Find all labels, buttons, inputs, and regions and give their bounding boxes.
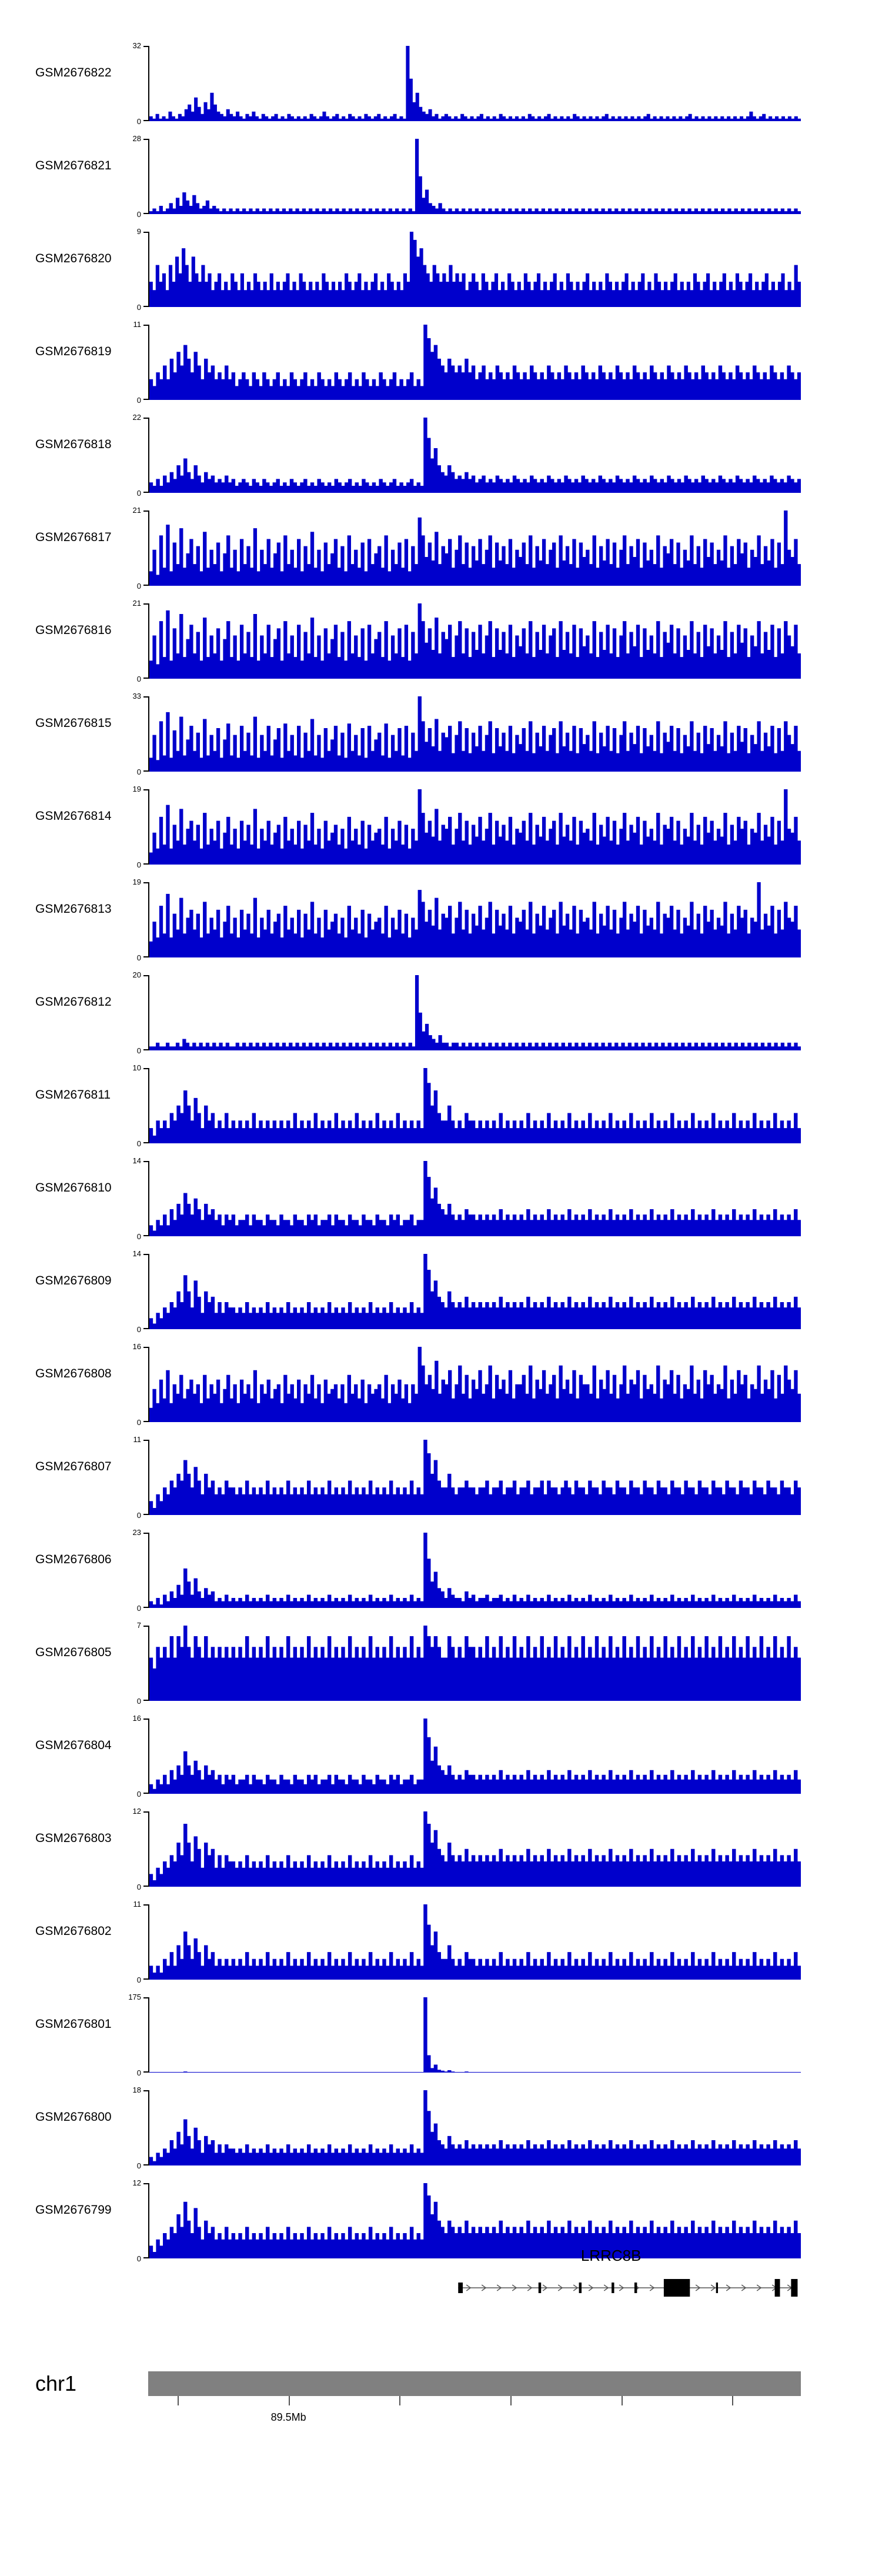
y-axis-min-label: 0 [136,303,141,312]
y-axis-max-label: 14 [132,1156,141,1165]
y-axis-min-label: 0 [136,1883,141,1891]
y-axis-min-label: 0 [136,1046,141,1055]
y-axis-max-label: 11 [133,1900,141,1908]
coverage-area [149,325,801,400]
y-axis-min-label: 0 [136,489,141,498]
track-label: GSM2676821 [35,159,112,172]
track-label: GSM2676811 [35,1088,111,1102]
y-axis-min-label: 0 [136,1604,141,1613]
track-baseline [149,771,801,772]
track-label: GSM2676822 [35,66,112,79]
axis-tick [289,2396,290,2405]
coverage-track [0,1708,882,1801]
coverage-area [149,1533,801,1608]
track-plot [132,1342,801,1427]
y-axis-max-label: 28 [132,134,141,143]
coverage-area [149,1254,801,1329]
coverage-track [0,1150,882,1243]
track-label: GSM2676815 [35,716,112,730]
track-plot [132,41,801,126]
track-baseline [149,864,801,865]
axis-tick [622,2396,623,2405]
track-plot [132,785,801,869]
y-axis-max-label: 11 [133,320,141,329]
track-label: GSM2676812 [35,995,112,1009]
y-axis-min-label: 0 [136,860,141,869]
gene-model [148,2273,801,2308]
coverage-area [149,1904,801,1980]
track-plot [132,413,801,498]
axis-tick-label: 89.5Mb [270,2411,306,2423]
gene-label: LRRC8B [580,2247,642,2264]
y-axis-max-label: 21 [132,599,141,608]
coverage-area [149,789,801,865]
track-baseline [149,1979,801,1980]
track-baseline [149,306,801,307]
track-label: GSM2676810 [35,1181,112,1194]
coverage-track [0,779,882,872]
track-label: GSM2676806 [35,1553,112,1566]
y-axis-max-label: 32 [132,41,141,50]
y-axis-max-label: 33 [132,692,141,700]
coverage-area [149,603,801,679]
axis-tick [399,2396,400,2405]
coverage-area [149,1068,801,1143]
y-axis-max-label: 19 [132,877,141,886]
track-plot [132,1249,801,1334]
y-axis-max-label: 21 [132,506,141,515]
coverage-track [0,1057,882,1150]
track-label: GSM2676809 [35,1274,112,1287]
track-plot [132,134,801,219]
track-label: GSM2676799 [35,2203,112,2217]
y-axis-min-label: 0 [136,1976,141,1984]
coverage-tracks [0,35,882,2265]
coverage-track [0,500,882,593]
track-plot [132,1807,801,1891]
y-axis-max-label: 16 [132,1342,141,1351]
chromosome-panel [0,2358,882,2476]
y-axis-min-label: 0 [136,1790,141,1798]
y-axis-max-label: 20 [132,970,141,979]
coverage-track [0,1801,882,1894]
y-axis-max-label: 11 [133,1435,141,1444]
coverage-area [149,46,801,121]
coverage-area [149,1440,801,1515]
y-axis-min-label: 0 [136,2254,141,2263]
y-axis-max-label: 12 [132,2178,141,2187]
gene-model-svg [148,2273,801,2308]
track-label: GSM2676819 [35,345,112,358]
y-axis-min-label: 0 [136,117,141,126]
coverage-track [0,221,882,314]
y-axis-max-label: 10 [132,1063,141,1072]
track-plot [132,877,801,962]
coverage-track [0,965,882,1057]
track-label: GSM2676802 [35,1924,112,1938]
track-label: GSM2676804 [35,1739,112,1752]
track-baseline [149,1514,801,1515]
track-baseline [149,585,801,586]
track-label: GSM2676803 [35,1831,112,1845]
coverage-track [0,35,882,128]
y-axis-min-label: 0 [136,953,141,962]
y-axis-min-label: 0 [136,396,141,405]
track-label: GSM2676817 [35,530,112,544]
track-baseline [149,678,801,679]
y-axis-max-label: 18 [132,2086,141,2094]
y-axis-max-label: 19 [132,785,141,793]
track-plot [132,970,801,1055]
track-label: GSM2676813 [35,902,112,916]
y-axis-max-label: 7 [136,1621,141,1630]
coverage-track [0,128,882,221]
track-label: GSM2676814 [35,809,112,823]
coverage-track [0,1243,882,1336]
track-label: GSM2676807 [35,1460,112,1473]
track-plot [132,692,801,776]
track-baseline [149,1700,801,1701]
y-axis-min-label: 0 [136,675,141,683]
coverage-area [149,1811,801,1887]
coverage-track [0,686,882,779]
axis-tick [732,2396,733,2405]
track-label: GSM2676818 [35,438,112,451]
y-axis-min-label: 0 [136,1325,141,1334]
track-plot [133,1900,801,1984]
coverage-area [149,510,801,586]
coverage-area [149,139,801,214]
y-axis-min-label: 0 [136,768,141,776]
y-axis-min-label: 0 [136,1418,141,1427]
track-plot [132,2086,801,2170]
track-baseline [149,2072,801,2073]
coverage-area [149,696,801,772]
track-baseline [149,399,801,400]
y-axis-min-label: 0 [136,1232,141,1241]
y-axis-max-label: 16 [132,1714,141,1723]
track-plot [136,227,801,312]
chromosome-label: chr1 [35,2371,77,2395]
coverage-track [0,872,882,965]
y-axis-min-label: 0 [136,1697,141,1706]
gene-annotation-panel [0,2235,882,2341]
y-axis-min-label: 0 [136,582,141,590]
track-label: GSM2676800 [35,2110,112,2124]
coverage-area [149,1626,801,1701]
track-baseline [149,492,801,493]
y-axis-min-label: 0 [136,1139,141,1148]
y-axis-max-label: 12 [132,1807,141,1816]
coverage-area [149,975,801,1050]
coverage-track [0,1615,882,1708]
coverage-area [149,1161,801,1236]
y-axis-max-label: 22 [132,413,141,422]
coverage-area [149,232,801,307]
track-label: GSM2676801 [35,2017,112,2031]
track-plot [132,506,801,590]
track-baseline [149,1886,801,1887]
track-plot [132,1714,801,1798]
coverage-track [0,593,882,686]
track-plot [133,320,801,405]
track-baseline [149,213,801,214]
y-axis-min-label: 0 [136,2068,141,2077]
coverage-area [149,1997,801,2073]
coverage-area [149,1347,801,1422]
y-axis-max-label: 23 [132,1528,141,1537]
coverage-track [0,1522,882,1615]
coverage-track [0,1987,882,2080]
coverage-area [149,1719,801,1794]
coverage-track [0,1894,882,1987]
axis-tick [510,2396,512,2405]
coverage-track [0,407,882,500]
track-plot [133,1435,801,1520]
y-axis-max-label: 14 [132,1249,141,1258]
track-plot [136,1621,801,1706]
track-plot [128,1993,801,2077]
y-axis-min-label: 0 [136,1511,141,1520]
axis-tick [178,2396,179,2405]
coverage-track [0,314,882,407]
track-plot [132,1528,801,1613]
track-plot [132,599,801,683]
chromosome-axis [148,2396,801,2431]
coverage-track [0,1336,882,1429]
coverage-area [149,418,801,493]
chromosome-ideogram-bar [148,2371,801,2396]
track-baseline [149,1793,801,1794]
coverage-track [0,1429,882,1522]
track-plot [132,1156,801,1241]
y-axis-min-label: 0 [136,210,141,219]
coverage-area [149,2090,801,2165]
coverage-area [149,882,801,957]
track-baseline [149,1607,801,1608]
track-label: GSM2676808 [35,1367,112,1380]
y-axis-max-label: 175 [128,1993,141,2001]
coverage-track [0,2080,882,2173]
track-label: GSM2676820 [35,252,112,265]
track-plot [132,1063,801,1148]
track-label: GSM2676816 [35,623,112,637]
y-axis-max-label: 9 [136,227,141,236]
y-axis-min-label: 0 [136,2161,141,2170]
track-label: GSM2676805 [35,1646,112,1659]
